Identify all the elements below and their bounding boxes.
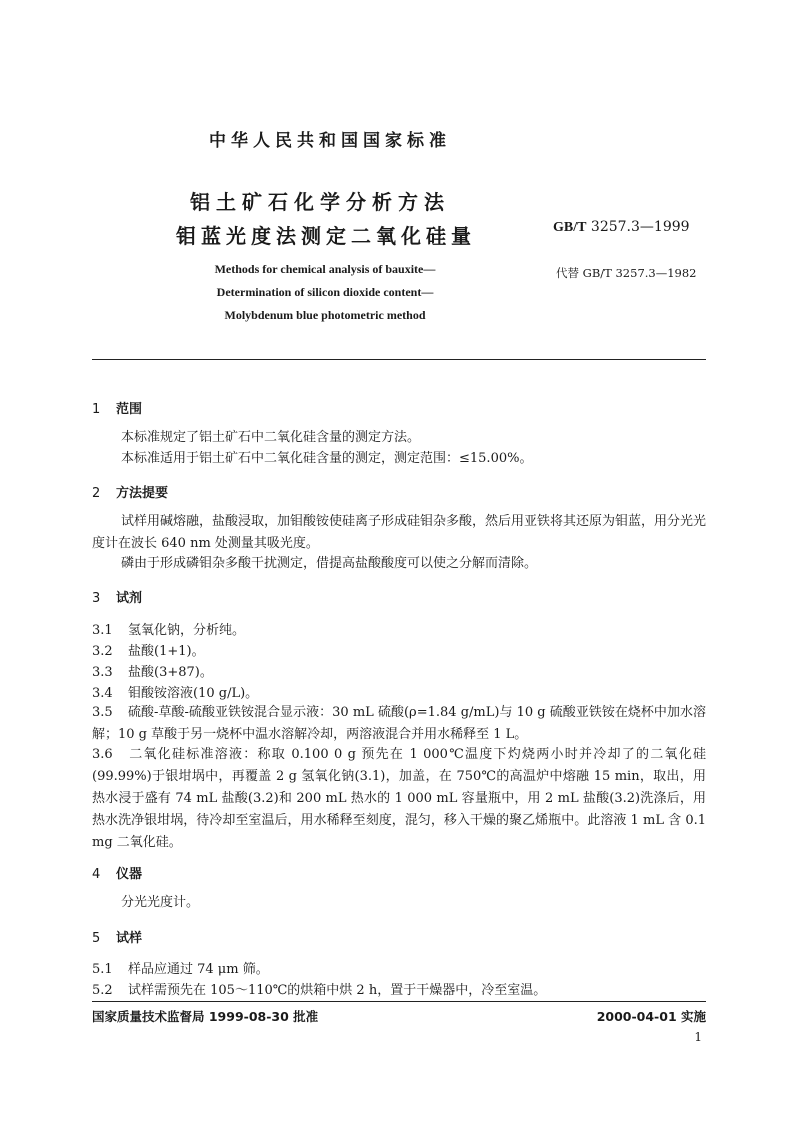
section-title: 仪器 xyxy=(116,867,143,882)
item-number: 5.1 xyxy=(92,962,113,977)
section-number: 2 xyxy=(92,486,101,501)
section-heading-apparatus xyxy=(92,863,142,882)
apparatus-paragraph: 分光光度计。 xyxy=(121,895,200,910)
item-text: 氢氧化钠，分析纯。 xyxy=(128,623,246,638)
item-number: 3.6 xyxy=(92,747,113,762)
english-title-line-1: Methods for chemical analysis of bauxite— xyxy=(214,262,436,276)
section-heading-method-summary xyxy=(92,482,168,501)
approval-statement: 国家质量技术监督局 1999-08-30 批准 xyxy=(92,1009,319,1024)
effective-date: 2000-04-01 实施 xyxy=(596,1009,706,1024)
item-text: 样品应通过 74 μm 筛。 xyxy=(128,962,269,977)
standard-code-number: 3257.3—1999 xyxy=(590,219,690,235)
page-number: 1 xyxy=(694,1030,702,1044)
reagent-item xyxy=(92,661,213,680)
english-title-line-3: Molybdenum blue photometric method xyxy=(224,308,426,322)
english-title-line-2: Determination of silicon dioxide content— xyxy=(216,285,434,299)
replaces-standard: 代替 GB/T 3257.3—1982 xyxy=(556,266,697,280)
section-number: 3 xyxy=(92,591,101,606)
item-number: 3.4 xyxy=(92,686,113,701)
section-heading-scope xyxy=(92,398,142,417)
item-text: 试样需预先在 105～110℃的烘箱中烘 2 h，置于干燥器中，冷至室温。 xyxy=(128,983,547,998)
item-number: 3.3 xyxy=(92,665,113,680)
reagent-item xyxy=(92,619,245,638)
item-number: 3.2 xyxy=(92,644,113,659)
item-text: 二氧化硅标准溶液：称取 0.100 0 g 预先在 1 000℃温度下灼烧两小时并冷却了的二氧化硅(99.99%)于银坩埚中，再覆盖 2 g 氢氧化钠(3.1)，加盖，在 750℃的高温炉中熔融 15 min，取出，用热水浸于盛有 74 mL 盐酸(3.2)和 200 mL 热水的 1 000 mL 容量瓶中，用 2 mL 盐酸(3.2)洗涤后，用热水洗净银坩埚，待冷却至室温后，用水稀释至刻度，混匀，移入干燥的聚乙烯瓶中。此溶液 1 mL 含 0.1 mg 二氧化硅。 xyxy=(92,747,706,850)
section-number: 1 xyxy=(92,402,101,417)
item-number: 5.2 xyxy=(92,983,113,998)
reagent-item xyxy=(92,744,706,854)
method-summary-paragraph-2: 磷由于形成磷钼杂多酸干扰测定，借提高盐酸酸度可以使之分解而清除。 xyxy=(121,556,538,571)
sample-item xyxy=(92,958,269,977)
title-line-1: 铝土矿石化学分析方法 xyxy=(190,190,450,214)
item-number: 3.5 xyxy=(92,705,113,720)
method-summary-paragraph-1: 试样用碱熔融，盐酸浸取，加钼酸铵使硅离子形成硅钼杂多酸，然后用亚铁将其还原为钼蓝，用分光光度计在波长 640 nm 处测量其吸光度。 xyxy=(92,514,707,551)
section-title: 范围 xyxy=(116,402,143,417)
section-heading-reagents xyxy=(92,587,142,606)
scope-paragraph-2: 本标准适用于铝土矿石中二氧化硅含量的测定，测定范围：≤15.00%。 xyxy=(121,451,533,466)
header-divider xyxy=(92,359,706,360)
sample-item xyxy=(92,979,546,998)
standard-code-prefix: GB/T xyxy=(553,220,587,235)
reagent-item xyxy=(92,640,205,659)
item-text: 钼酸铵溶液(10 g/L)。 xyxy=(128,686,259,701)
section-heading-sample xyxy=(92,927,142,946)
section-title: 试剂 xyxy=(116,591,143,606)
item-text: 硫酸-草酸-硫酸亚铁铵混合显示液：30 mL 硫酸(ρ=1.84 g/mL)与 10 g 硫酸亚铁铵在烧杯中加水溶解；10 g 草酸于另一烧杯中温水溶解冷却，两溶液混合并用水稀释至 1 L。 xyxy=(92,705,706,742)
title-line-2: 钼蓝光度法测定二氧化硅量 xyxy=(176,224,476,248)
reagent-item xyxy=(92,682,258,701)
section-title: 试样 xyxy=(116,931,143,946)
item-number: 3.1 xyxy=(92,623,113,638)
section-number: 4 xyxy=(92,867,101,882)
footer-divider xyxy=(92,1001,706,1002)
scope-paragraph-1: 本标准规定了铝土矿石中二氧化硅含量的测定方法。 xyxy=(121,430,421,445)
section-title: 方法提要 xyxy=(116,486,169,501)
reagent-item xyxy=(92,702,706,746)
item-text: 盐酸(3+87)。 xyxy=(128,665,213,680)
section-number: 5 xyxy=(92,931,101,946)
national-standard-heading: 中华人民共和国国家标准 xyxy=(209,131,451,151)
item-text: 盐酸(1+1)。 xyxy=(128,644,205,659)
standard-code xyxy=(553,219,690,236)
